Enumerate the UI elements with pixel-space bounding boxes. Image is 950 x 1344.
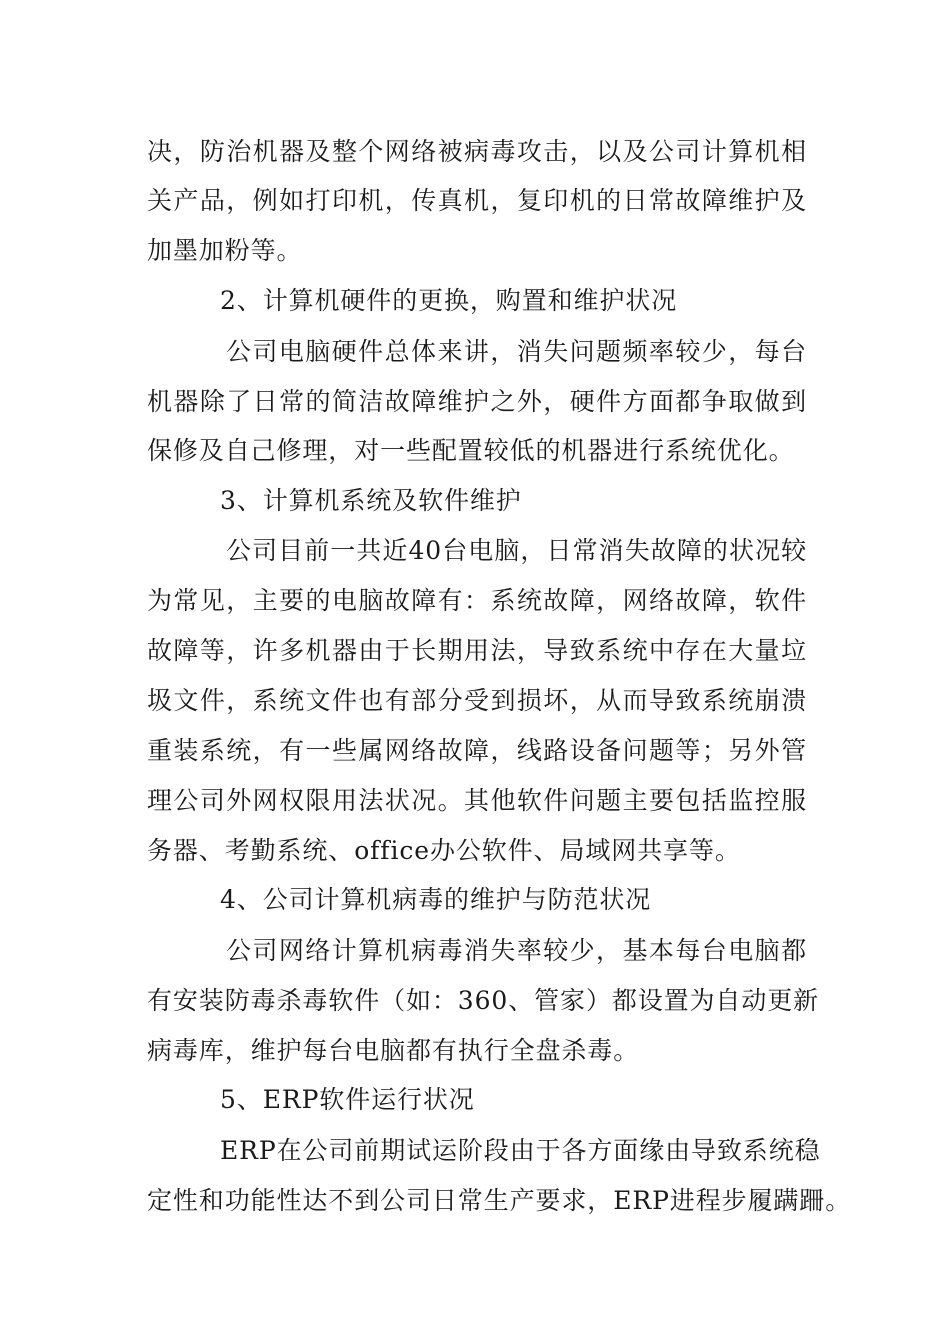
body-line: 有安装防毒杀毒软件（如：360、管家）都设置为自动更新: [147, 986, 820, 1015]
body-line: 为常见，主要的电脑故障有：系统故障，网络故障，软件: [147, 586, 807, 615]
paragraph-first-line: ERP在公司前期试运阶段由于各方面缘由导致系统稳: [220, 1136, 821, 1165]
body-line: 病毒库，维护每台电脑都有执行全盘杀毒。: [147, 1036, 640, 1065]
section-heading-3: 3、计算机系统及软件维护: [220, 486, 522, 515]
body-line: 加墨加粉等。: [147, 236, 303, 265]
section-heading-4: 4、公司计算机病毒的维护与防范状况: [220, 885, 652, 914]
paragraph-first-line: 公司网络计算机病毒消失率较少，基本每台电脑都: [226, 936, 807, 965]
body-line: 故障等，许多机器由于长期用法，导致系统中存在大量垃: [147, 636, 807, 665]
body-line: 定性和功能性达不到公司日常生产要求，ERP进程步履蹒跚。: [147, 1186, 852, 1215]
section-heading-2: 2、计算机硬件的更换，购置和维护状况: [220, 286, 678, 315]
body-line: 关产品，例如打印机，传真机，复印机的日常故障维护及: [147, 186, 807, 215]
paragraph-first-line: 公司电脑硬件总体来讲，消失问题频率较少，每台: [226, 337, 807, 366]
paragraph-first-line: 公司目前一共近40台电脑，日常消失故障的状况较: [226, 536, 807, 565]
body-line: 理公司外网权限用法状况。其他软件问题主要包括监控服: [147, 786, 807, 815]
body-line: 决，防治机器及整个网络被病毒攻击，以及公司计算机相: [147, 137, 807, 166]
body-line: 机器除了日常的简洁故障维护之外，硬件方面都争取做到: [147, 387, 807, 416]
body-line: 重装系统，有一些属网络故障，线路设备问题等；另外管: [147, 736, 807, 765]
body-line: 保修及自己修理，对一些配置较低的机器进行系统优化。: [147, 436, 795, 465]
section-heading-5: 5、ERP软件运行状况: [220, 1085, 475, 1114]
body-line: 务器、考勤系统、office办公软件、局域网共享等。: [147, 836, 741, 865]
body-line: 圾文件，系统文件也有部分受到损坏，从而导致系统崩溃: [147, 686, 807, 715]
